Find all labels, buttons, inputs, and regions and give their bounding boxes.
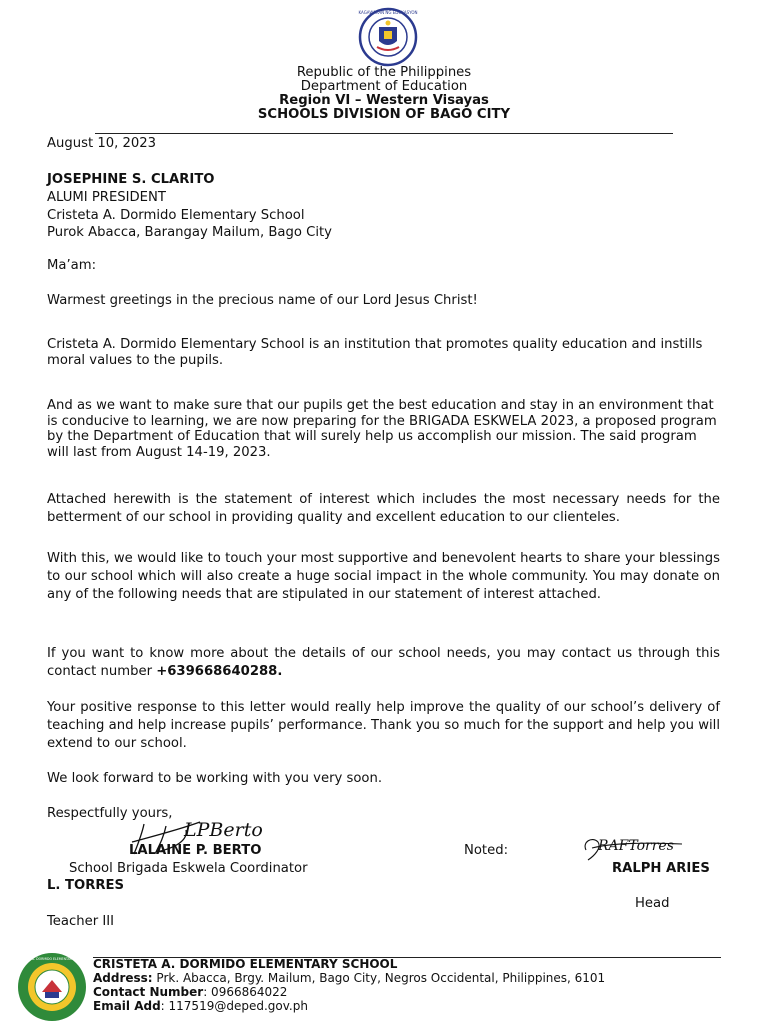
teacher-role: Teacher III (47, 914, 115, 929)
recipient-school: Cristeta A. Dormido Elementary School (47, 208, 305, 223)
footer-contact (93, 985, 287, 999)
right-signatory-role: Head (635, 896, 670, 911)
right-signatory-name-continued: L. TORRES (47, 878, 125, 893)
contact-number: +639668640288. (156, 664, 283, 679)
footer-address (93, 971, 605, 985)
school-logo-text: CRISTETA A. DORMIDO ELEMENTARY SCHOOL (15, 957, 89, 961)
paragraph-brigada: And as we want to make sure that our pupils get the best education and stay in an environment that is conducive to learning, we are now preparing for the BRIGADA ESKWELA 2023, a proposed program by the Department of Education that will surely help us accomplish our mission. The said program will last from August 14-19, 2023. (47, 398, 717, 460)
noted-label: Noted: (464, 843, 509, 858)
header-republic: Republic of the Philippines (296, 65, 472, 80)
header-region: Region VI – Western Visayas (279, 93, 489, 108)
header-divider (95, 133, 673, 134)
paragraph-institution: Cristeta A. Dormido Elementary School is an institution that promotes quality education and instills moral values to the pupils. (47, 337, 703, 368)
footer-address-value: Prk. Abacca, Brgy. Mailum, Bago City, Negros Occidental, Philippines, 6101 (152, 971, 606, 985)
footer-contact-label: Contact Number (93, 985, 204, 999)
footer-contact-value: : 0966864022 (203, 985, 288, 999)
complimentary-close: Respectfully yours, (47, 806, 173, 821)
recipient-address: Purok Abacca, Barangay Mailum, Bago City (47, 225, 332, 240)
school-logo (16, 952, 88, 1022)
footer-email (93, 999, 308, 1013)
closing-line: We look forward to be working with you very soon. (47, 771, 383, 786)
recipient-name: JOSEPHINE S. CLARITO (47, 172, 215, 187)
header-division: SCHOOLS DIVISION OF BAGO CITY (257, 107, 511, 122)
left-signature-text: LPBerto (184, 819, 263, 841)
deped-seal-logo (357, 7, 419, 67)
greeting: Warmest greetings in the precious name of our Lord Jesus Christ! (47, 293, 478, 308)
paragraph-contact (47, 645, 720, 681)
left-signatory-role: School Brigada Eskwela Coordinator (69, 861, 308, 876)
right-signature-text: RAFTorres (598, 838, 674, 854)
salutation: Ma’am: (47, 258, 97, 273)
paragraph-donate: With this, we would like to touch your most supportive and benevolent hearts to share your blessings to our school which will also create a huge social impact in the whole community. You may donate on any of the following needs that are stipulated in our statement of interest attached. (47, 551, 720, 602)
right-signatory-name: RALPH ARIES (612, 861, 710, 876)
footer-email-label: Email Add (93, 999, 161, 1013)
contact-text: If you want to know more about the details of our school needs, you may contact us through this contact number (47, 646, 720, 679)
paragraph-response: Your positive response to this letter would really help improve the quality of our school’s delivery of teaching and help increase pupils’ performance. Thank you so much for the support and help you will extend to our school. (47, 700, 720, 751)
header-department: Department of Education (300, 79, 468, 94)
paragraph-attached: Attached herewith is the statement of interest which includes the most necessary needs for the betterment of our school in providing quality and excellent education to our clienteles. (47, 492, 720, 525)
recipient-title: ALUMI PRESIDENT (47, 190, 166, 205)
left-signatory-name: LALAINE P. BERTO (129, 843, 262, 858)
seal-text: KAGAWARAN NG EDUKASYON (358, 10, 418, 15)
footer-address-label: Address: (93, 971, 153, 985)
footer-school-name: CRISTETA A. DORMIDO ELEMENTARY SCHOOL (93, 957, 398, 971)
letter-date: August 10, 2023 (47, 136, 157, 151)
footer-email-value: : 117519@deped.gov.ph (160, 999, 308, 1013)
